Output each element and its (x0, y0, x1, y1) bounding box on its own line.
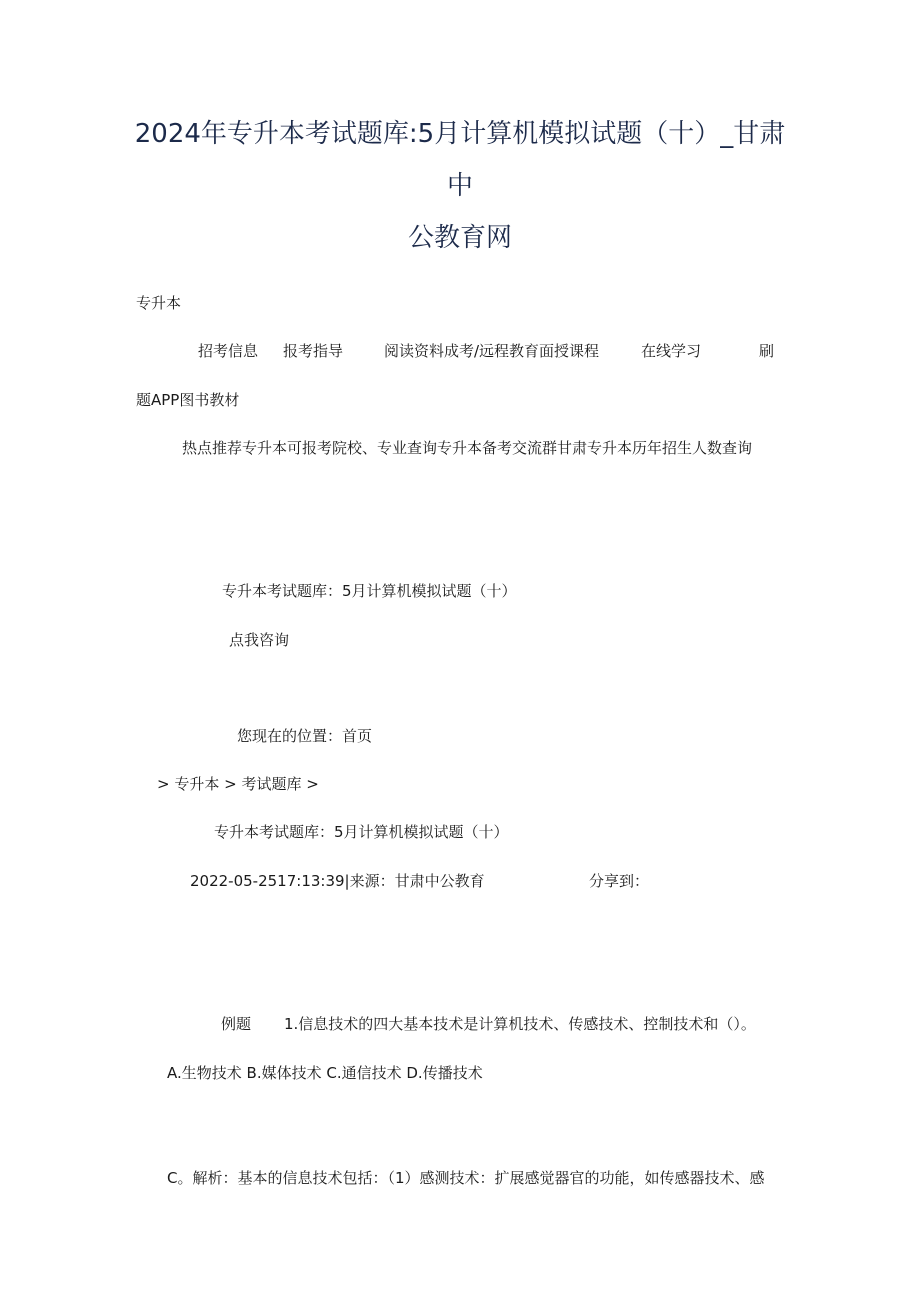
question-text: 1.信息技术的四大基本技术是计算机技术、传感技术、控制技术和（）。 (284, 1015, 756, 1033)
article-meta: 2022-05-2517:13:39|来源：甘肃中公教育 (190, 872, 485, 890)
share-label: 分享到： (589, 872, 650, 890)
nav-item-app-books[interactable]: 题APP图书教材 (136, 391, 240, 409)
consult-button[interactable]: 点我咨询 (229, 631, 290, 649)
nav-item-admission-info[interactable]: 招考信息 (198, 342, 259, 360)
question-label: 例题 (221, 1015, 252, 1033)
article-title: 专升本考试题库：5月计算机模拟试题（十） (214, 823, 509, 841)
question-analysis: C。解析：基本的信息技术包括：（1）感测技术：扩展感觉器官的功能，如传感器技术、感 (167, 1169, 765, 1187)
page-title-line-3: 公教育网 (407, 223, 512, 253)
page-title-line-2: 中 (446, 171, 473, 201)
nav-item-reading-materials[interactable]: 阅读资料成考/远程教育面授课程 (384, 342, 600, 360)
breadcrumb-location[interactable]: 您现在的位置：首页 (237, 727, 373, 745)
hot-recommendations[interactable]: 热点推荐专升本可报考院校、专业查询专升本备考交流群甘肃专升本历年招生人数查询 (182, 439, 753, 457)
breadcrumb-path[interactable]: > 专升本 > 考试题库 > (157, 775, 319, 793)
nav-item-practice[interactable]: 刷 (759, 342, 775, 360)
article-subtitle: 专升本考试题库：5月计算机模拟试题（十） (222, 582, 517, 600)
category-link[interactable]: 专升本 (136, 294, 182, 312)
question-options: A.生物技术 B.媒体技术 C.通信技术 D.传播技术 (167, 1064, 483, 1082)
nav-item-online-study[interactable]: 在线学习 (641, 342, 702, 360)
page-title-line-1: 2024年专升本考试题库:5月计算机模拟试题（十）_甘肃 (134, 119, 786, 149)
nav-item-application-guide[interactable]: 报考指导 (283, 342, 344, 360)
